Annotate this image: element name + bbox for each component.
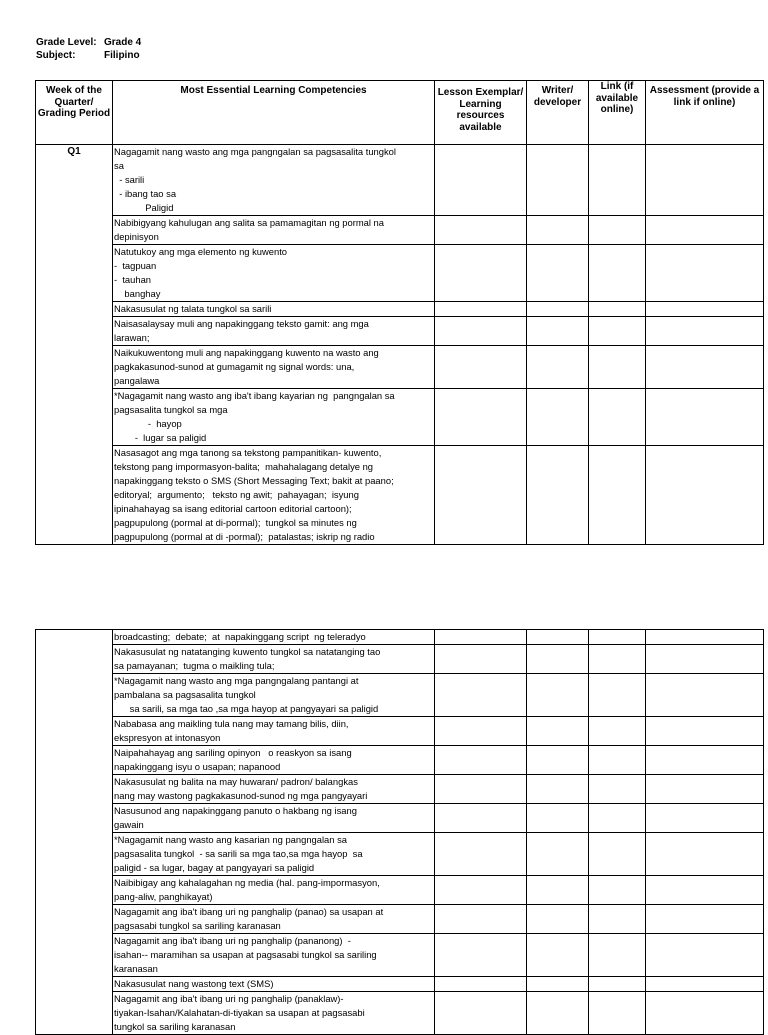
competency-line: - ibang tao sa — [114, 188, 177, 199]
competency-line: pagpupulong (pormal at di -pormal); patalastas; iskrip ng radio — [114, 531, 375, 542]
lesson-cell — [435, 446, 527, 545]
link-column-header: Link (if available online) — [589, 81, 646, 145]
link-cell — [589, 905, 646, 934]
assessment-column-header: Assessment (provide a link if online) — [646, 81, 764, 145]
subject-label: Subject: — [36, 50, 76, 61]
competency-line: sa sarili, sa mga tao ,sa mga hayop at pangyayari sa paligid — [114, 703, 379, 714]
competency-cell — [113, 346, 435, 389]
competency-cell — [113, 775, 435, 804]
table-row — [36, 389, 764, 446]
lesson-cell — [435, 630, 527, 645]
competency-line: Nakasusulat ng talata tungkol sa sarili — [114, 303, 272, 314]
writer-cell — [527, 746, 589, 775]
assessment-cell — [646, 717, 764, 746]
lesson-cell — [435, 317, 527, 346]
writer-cell — [527, 992, 589, 1035]
lesson-cell — [435, 674, 527, 717]
competency-line: Nagagamit ang iba't ibang uri ng panghalip (panaklaw)- — [114, 993, 344, 1004]
competency-line: pagkakasunod-sunod at gumagamit ng signal words: una, — [114, 361, 355, 372]
quarter-cell: Q1 — [36, 145, 113, 545]
lesson-cell — [435, 346, 527, 389]
assessment-cell — [646, 317, 764, 346]
competency-line: Nakasusulat nang wastong text (SMS) — [114, 978, 274, 989]
table-row — [36, 775, 764, 804]
writer-cell — [527, 717, 589, 746]
table-row — [36, 245, 764, 302]
table-row — [36, 833, 764, 876]
melc-table — [35, 80, 764, 545]
assessment-cell — [646, 145, 764, 216]
writer-cell — [527, 645, 589, 674]
table-row — [36, 216, 764, 245]
lesson-cell — [435, 775, 527, 804]
writer-cell — [527, 674, 589, 717]
competency-cell — [113, 630, 435, 645]
competency-line: - tagpuan — [114, 260, 157, 271]
subject-line — [36, 50, 140, 62]
competency-line: napakinggang isyu o usapan; napanood — [114, 761, 281, 772]
link-cell — [589, 717, 646, 746]
link-cell — [589, 775, 646, 804]
link-cell — [589, 876, 646, 905]
competency-cell — [113, 905, 435, 934]
competency-line: broadcasting; debate; at napakinggang script ng teleradyo — [114, 631, 366, 642]
competency-line: pagpupulong (pormal at di-pormal); tungkol sa minutes ng — [114, 517, 357, 528]
link-cell — [589, 446, 646, 545]
competency-line: Nababasa ang maikling tula nang may tamang bilis, diin, — [114, 718, 349, 729]
competency-line: ekspresyon at intonasyon — [114, 732, 221, 743]
assessment-cell — [646, 645, 764, 674]
lesson-cell — [435, 977, 527, 992]
link-cell — [589, 833, 646, 876]
competency-line: *Nagagamit nang wasto ang kasarian ng pangngalan sa — [114, 834, 347, 845]
competency-line: *Nagagamit nang wasto ang mga pangngalang pantangi at — [114, 675, 359, 686]
table-row — [36, 717, 764, 746]
lesson-cell — [435, 145, 527, 216]
competency-cell — [113, 674, 435, 717]
competency-line: depinisyon — [114, 231, 159, 242]
grade-level-line — [36, 37, 141, 49]
competency-line: - tauhan — [114, 274, 152, 285]
competency-line: editoryal; argumento; teksto ng awit; pahayagan; isyung — [114, 489, 359, 500]
writer-cell — [527, 804, 589, 833]
link-cell — [589, 977, 646, 992]
melc-table-continued — [35, 629, 764, 1035]
competency-line: pang-aliw, panghikayat) — [114, 891, 213, 902]
table-header-row — [36, 81, 764, 145]
table-row — [36, 645, 764, 674]
writer-cell — [527, 302, 589, 317]
lesson-cell — [435, 746, 527, 775]
table-row — [36, 674, 764, 717]
writer-cell — [527, 775, 589, 804]
competency-line: banghay — [114, 288, 161, 299]
writer-cell — [527, 317, 589, 346]
competency-cell — [113, 317, 435, 346]
lesson-cell — [435, 905, 527, 934]
link-cell — [589, 317, 646, 346]
writer-cell — [527, 446, 589, 545]
writer-cell — [527, 245, 589, 302]
table-row — [36, 346, 764, 389]
competency-line: Nasasagot ang mga tanong sa tekstong pampanitikan- kuwento, — [114, 447, 382, 458]
table-row — [36, 804, 764, 833]
competency-cell — [113, 833, 435, 876]
competency-line: sa pamayanan; tugma o maikling tula; — [114, 660, 275, 671]
table-row — [36, 746, 764, 775]
lesson-cell — [435, 833, 527, 876]
link-cell — [589, 674, 646, 717]
assessment-cell — [646, 302, 764, 317]
competency-line: Nasusunod ang napakinggang panuto o hakbang ng isang — [114, 805, 357, 816]
competency-cell — [113, 934, 435, 977]
assessment-cell — [646, 977, 764, 992]
competency-line: pagsasabi tungkol sa sariling karanasan — [114, 920, 281, 931]
link-cell — [589, 216, 646, 245]
link-cell — [589, 389, 646, 446]
quarter-cell — [36, 630, 113, 1035]
competency-line: Nagagamit ang iba't ibang uri ng panghalip (panao) sa usapan at — [114, 906, 384, 917]
assessment-cell — [646, 876, 764, 905]
writer-cell — [527, 934, 589, 977]
lesson-cell — [435, 717, 527, 746]
link-cell — [589, 346, 646, 389]
competency-cell — [113, 389, 435, 446]
assessment-cell — [646, 775, 764, 804]
lesson-cell — [435, 992, 527, 1035]
competency-line: karanasan — [114, 963, 158, 974]
competency-line: gawain — [114, 819, 144, 830]
writer-cell — [527, 145, 589, 216]
competency-cell — [113, 645, 435, 674]
assessment-cell — [646, 674, 764, 717]
link-cell — [589, 630, 646, 645]
link-cell — [589, 245, 646, 302]
table-row — [36, 630, 764, 645]
assessment-cell — [646, 804, 764, 833]
table-row — [36, 934, 764, 977]
competency-cell — [113, 804, 435, 833]
competency-line: *Nagagamit nang wasto ang iba't ibang kayarian ng pangngalan sa — [114, 390, 395, 401]
table-row — [36, 876, 764, 905]
assessment-cell — [646, 934, 764, 977]
competency-line: Naibibigay ang kahalagahan ng media (hal. pang-impormasyon, — [114, 877, 380, 888]
table-row — [36, 317, 764, 346]
lesson-cell — [435, 216, 527, 245]
competency-line: - hayop — [114, 418, 182, 429]
competency-line: Nagagamit nang wasto ang mga pangngalan sa pagsasalita tungkol — [114, 146, 396, 157]
lesson-cell — [435, 302, 527, 317]
competency-cell — [113, 717, 435, 746]
link-cell — [589, 992, 646, 1035]
writer-cell — [527, 389, 589, 446]
writer-cell — [527, 833, 589, 876]
assessment-cell — [646, 630, 764, 645]
competency-cell — [113, 977, 435, 992]
competency-line: pangalawa — [114, 375, 160, 386]
link-cell — [589, 804, 646, 833]
competency-line: Nakasusulat ng natatanging kuwento tungkol sa natatanging tao — [114, 646, 381, 657]
assessment-cell — [646, 833, 764, 876]
assessment-cell — [646, 905, 764, 934]
writer-column-header: Writer/ developer — [527, 81, 589, 145]
lesson-cell — [435, 389, 527, 446]
competency-line: sa — [114, 160, 124, 171]
competency-line: pagsasalita tungkol - sa sarili sa mga tao,sa mga hayop sa — [114, 848, 363, 859]
competency-line: larawan; — [114, 332, 150, 343]
table-row — [36, 145, 764, 216]
grade-level-value: Grade 4 — [104, 37, 142, 48]
lesson-cell — [435, 804, 527, 833]
lesson-cell — [435, 876, 527, 905]
competency-line: Natutukoy ang mga elemento ng kuwento — [114, 246, 288, 257]
competency-line: - lugar sa paligid — [114, 432, 207, 443]
assessment-cell — [646, 245, 764, 302]
competency-line: pambalana sa pagsasalita tungkol — [114, 689, 256, 700]
lesson-cell — [435, 934, 527, 977]
competency-line: Nakasusulat ng balita na may huwaran/ padron/ balangkas — [114, 776, 358, 787]
competency-line: Naikukuwentong muli ang napakinggang kuwento na wasto ang — [114, 347, 379, 358]
competency-line: isahan-- maramihan sa usapan at pagsasabi tungkol sa sariling — [114, 949, 377, 960]
table-row — [36, 977, 764, 992]
competency-line: paligid - sa lugar, bagay at pangyayari sa paligid — [114, 862, 315, 873]
link-cell — [589, 302, 646, 317]
competency-line: napakinggang teksto o SMS (Short Messaging Text; bakit at paano; — [114, 475, 394, 486]
writer-cell — [527, 630, 589, 645]
competency-cell — [113, 446, 435, 545]
competency-cell — [113, 992, 435, 1035]
competency-line: tungkol sa sariling karanasan — [114, 1021, 236, 1032]
lesson-cell — [435, 245, 527, 302]
competency-line: - sarili — [114, 174, 145, 185]
competency-cell — [113, 746, 435, 775]
grade-level-label: Grade Level: — [36, 37, 97, 48]
link-cell — [589, 934, 646, 977]
table-row — [36, 905, 764, 934]
assessment-cell — [646, 346, 764, 389]
table-row — [36, 446, 764, 545]
competency-line: Nabibigyang kahulugan ang salita sa pamamagitan ng pormal na — [114, 217, 384, 228]
table-row — [36, 992, 764, 1035]
competency-line: tekstong pang impormasyon-balita; mahahalagang detalye ng — [114, 461, 374, 472]
competency-line: Naipahahayag ang sariling opinyon o reaskyon sa isang — [114, 747, 352, 758]
subject-value: Filipino — [104, 50, 140, 61]
assessment-cell — [646, 992, 764, 1035]
competency-line: nang may wastong pagkakasunod-sunod ng mga pangyayari — [114, 790, 368, 801]
competency-line: Naisasalaysay muli ang napakinggang teksto gamit: ang mga — [114, 318, 369, 329]
week-column-header: Week of the Quarter/ Grading Period — [36, 81, 113, 145]
writer-cell — [527, 905, 589, 934]
competency-line: Paligid — [114, 202, 174, 213]
competency-cell — [113, 145, 435, 216]
lesson-column-header: Lesson Exemplar/ Learning resources available — [435, 81, 527, 145]
melc-column-header: Most Essential Learning Competencies — [113, 81, 435, 145]
competency-line: pagsasalita tungkol sa mga — [114, 404, 228, 415]
assessment-cell — [646, 446, 764, 545]
competency-cell — [113, 216, 435, 245]
competency-cell — [113, 876, 435, 905]
competency-cell — [113, 302, 435, 317]
competency-line: ipinahahayag sa isang editorial cartoon editorial cartoon); — [114, 503, 352, 514]
lesson-cell — [435, 645, 527, 674]
table-row — [36, 302, 764, 317]
link-cell — [589, 145, 646, 216]
link-cell — [589, 645, 646, 674]
writer-cell — [527, 876, 589, 905]
assessment-cell — [646, 389, 764, 446]
competency-line: tiyakan-Isahan/Kalahatan-di-tiyakan sa usapan at pagsasabi — [114, 1007, 365, 1018]
competency-line: Nagagamit ang iba't ibang uri ng panghalip (pananong) - — [114, 935, 351, 946]
writer-cell — [527, 977, 589, 992]
link-cell — [589, 746, 646, 775]
assessment-cell — [646, 216, 764, 245]
writer-cell — [527, 216, 589, 245]
writer-cell — [527, 346, 589, 389]
assessment-cell — [646, 746, 764, 775]
competency-cell — [113, 245, 435, 302]
